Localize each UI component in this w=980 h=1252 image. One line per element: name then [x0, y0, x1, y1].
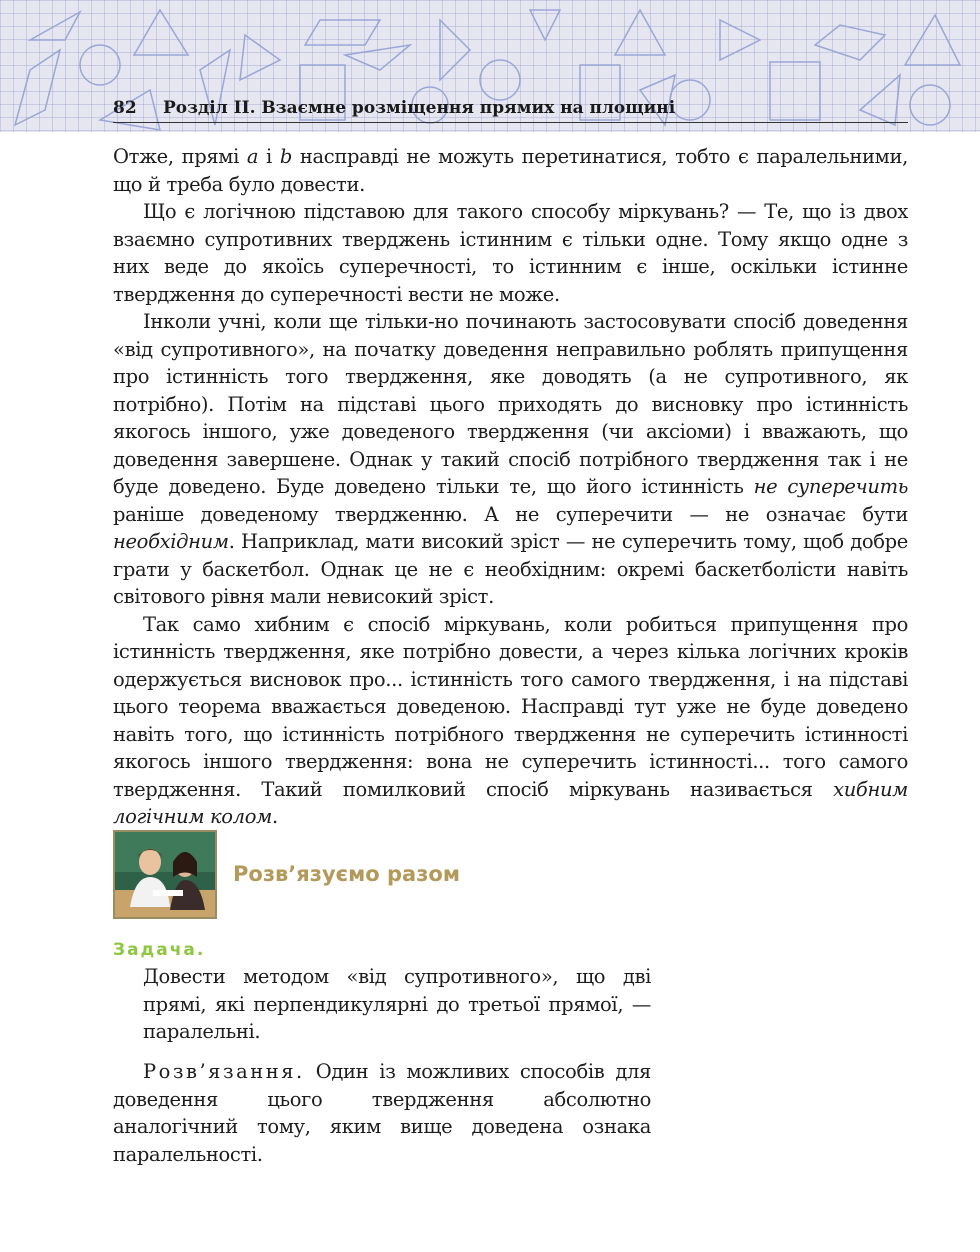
text-run: і: [258, 145, 280, 168]
text-run: Інколи учні, коли ще тільки-но починають застосовувати спосіб доведення «від супротивного», на початку доведення неправильно роблять припущення про істинність того твердження, яке доводять (а не супротивного, як потрібно). Потім на підставі цього приходять до висновку про істинність якогось іншого, уже доведеного твердження (чи аксіоми) і вважають, що доведення завершене. Однак у такий спосіб потрібного твердження так і не буде доведено. Буде доведено тільки те, що його істинність: [113, 310, 908, 498]
body-text: [113, 143, 908, 831]
paragraph-1: [113, 143, 908, 198]
chapter-title: Розділ ІІ. Взаємне розміщення прямих на площині: [163, 98, 676, 118]
text-run: . Наприклад, мати високий зріст — не суперечить тому, щоб добре грати у баскетбол. Однак це не є необхідним: окремі баскетболісти навіть світового рівня мали невисокий зріст.: [113, 530, 908, 608]
variable-a: a: [246, 145, 259, 168]
teacher-student-photo: [113, 830, 217, 919]
text-run: Так само хибним є спосіб міркувань, коли робиться припущення про істинність твердження, яке потрібно довести, а через кілька логічних кроків одержується висновок про... істинність того самого твердження, і на підставі цього теорема вважається доведеною. Насправді тут уже не буде доведено навіть того, що істинність потрібного твердження не суперечить істинності якогось іншого твердження: вона не суперечить істинності... того самого твердження. Такий помилковий спосіб міркувань називається: [113, 612, 908, 801]
paragraph-2: Що є логічною підставою для такого способу міркувань? — Те, що із двох взаємно супротивних тверджень істинним є тільки одне. Тому якщо одне з них веде до якоїсь суперечності, то істинним є інше, оскільки істинне твердження до суперечності вести не може.: [113, 200, 908, 306]
solution-text: [113, 1058, 651, 1168]
emphasis: хибним логічним колом: [113, 777, 908, 828]
variable-b: b: [279, 145, 292, 168]
solution-body: Один із можливих способів для доведення цього твердження абсолютно аналогічний тому, яким вище доведена ознака паралельності.: [113, 1060, 651, 1166]
page-number: 82: [113, 98, 137, 118]
text-run: Отже, прямі: [113, 145, 247, 168]
paragraph-4: [113, 611, 908, 831]
task-text: Довести методом «від супротивного», що дві прямі, які перпендикулярні до третьої прямої, — паралельні.: [143, 965, 651, 1043]
running-head: [113, 98, 908, 123]
section-title: Розв’язуємо разом: [233, 862, 461, 886]
photo-illustration: [115, 832, 215, 917]
emphasis: необхідним: [113, 530, 229, 553]
text-run: раніше доведеному твердженню. А не суперечити — не означає бути: [113, 502, 908, 526]
task-label: Задача.: [113, 940, 206, 960]
header-decoration: [0, 0, 980, 132]
paragraph-3: [113, 308, 908, 611]
emphasis: не суперечить: [753, 475, 909, 498]
text-run: насправді не можуть перетинатися, тобто є паралельними, що й треба було довести.: [113, 145, 908, 196]
text-run: .: [271, 805, 278, 828]
solution-lead: Розв’язання.: [143, 1060, 305, 1083]
